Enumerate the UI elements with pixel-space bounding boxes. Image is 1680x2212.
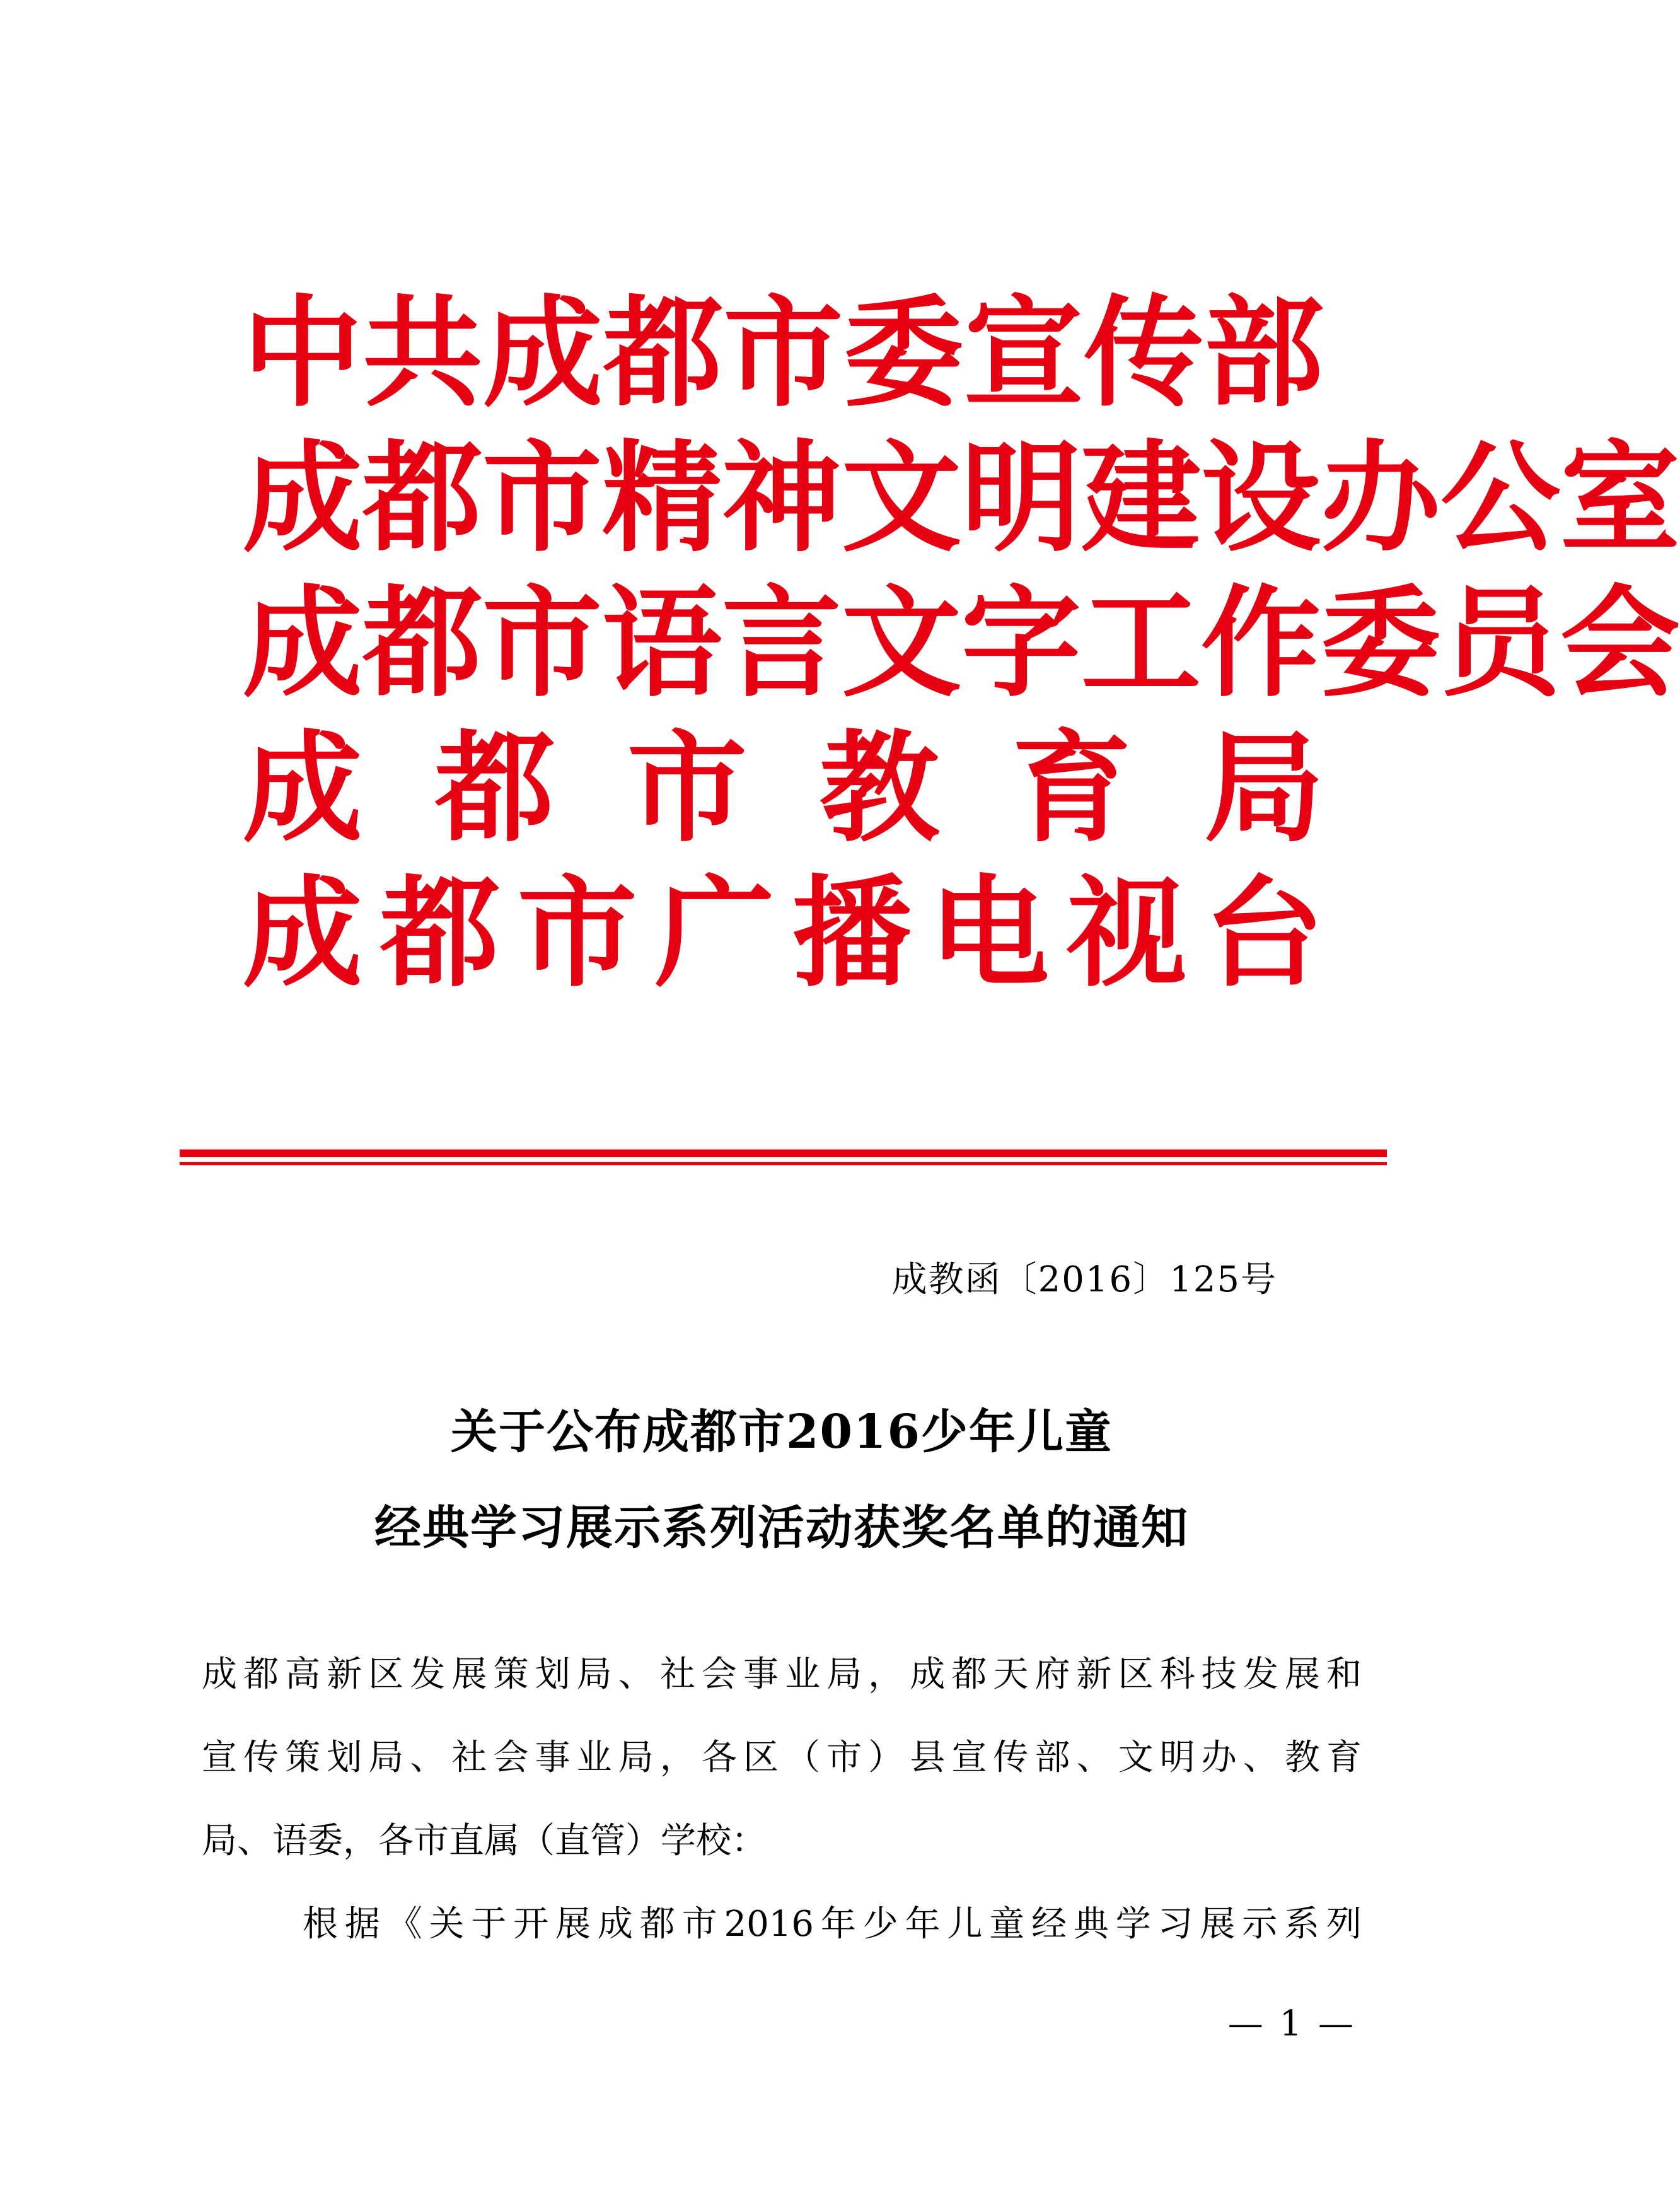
- masthead-line-education-bureau: 成都市教育局: [243, 718, 1324, 858]
- issuer-masthead: [243, 281, 1680, 1006]
- masthead-line-language-committee: 成都市语言文字工作委员会: [243, 573, 1680, 713]
- document-number: 成教函〔2016〕125号: [891, 1259, 1277, 1300]
- body-paragraph-line-1: 根据《关于开展成都市2016年少年儿童经典学习展示系列: [303, 1904, 1362, 1945]
- masthead-divider-thin: [180, 1162, 1387, 1165]
- page-number: — 1 —: [1227, 2003, 1356, 2044]
- masthead-divider-thick: [180, 1150, 1387, 1157]
- masthead-line-broadcast-tv: 成都市广播电视台: [243, 863, 1324, 1003]
- addressee-line-1: 成都高新区发展策划局、社会事业局，成都天府新区科技发展和: [202, 1654, 1362, 1695]
- document-title-line-2: 经典学习展示系列活动获奖名单的通知: [374, 1501, 1189, 1555]
- document-title: [183, 1384, 1381, 1576]
- masthead-line-propaganda-dept: 中共成都市委宣传部: [243, 282, 1324, 423]
- masthead-line-civilization-office: 成都市精神文明建设办公室: [243, 428, 1680, 568]
- addressee-line-2: 宣传策划局、社会事业局，各区（市）县宣传部、文明办、教育: [202, 1737, 1362, 1778]
- document-title-line-1: 关于公布成都市2016少年儿童: [451, 1405, 1113, 1459]
- addressee-line-3: 局、语委，各市直属（直管）学校：: [202, 1820, 767, 1861]
- document-body: [202, 1633, 1362, 1966]
